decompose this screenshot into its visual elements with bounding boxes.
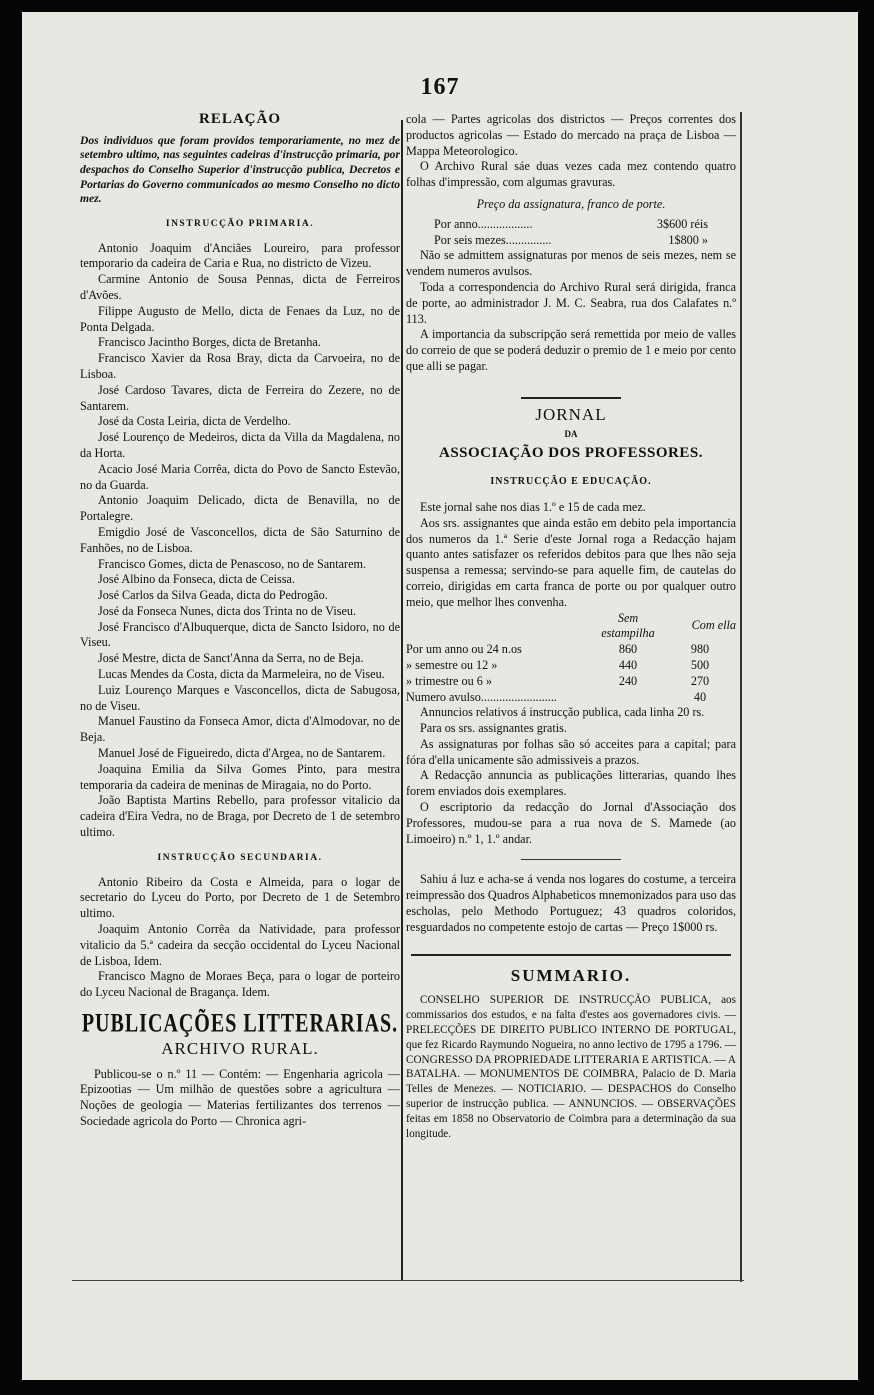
newspaper-page	[22, 12, 858, 1380]
jornal-title: JORNAL	[535, 404, 607, 424]
list-item: Antonio Joaquim d'Anciães Loureiro, para professor temporario da cadeira de Caria e Rua, no districto de Vizeu.	[80, 240, 400, 271]
left-column	[80, 112, 400, 1130]
list-item: Francisco Jacintho Borges, dicta de Bretanha.	[98, 335, 321, 350]
row-label: Por um anno ou 24 n.os	[406, 642, 522, 657]
list-item: Francisco Xavier da Rosa Bray, dicta da Carvoeira, no de Lisboa.	[80, 351, 400, 381]
list-item: José Lourenço de Medeiros, dicta da Villa da Magdalena, no da Horta.	[80, 430, 400, 460]
price-value: 3$600 réis	[656, 216, 708, 231]
row-label: Numero avulso.........................	[406, 689, 557, 704]
list-item: Joaquina Emilia da Silva Gomes Pinto, para mestra temporaria da cadeira de meninas de Miragaia, no do Porto.	[80, 761, 400, 792]
list-item: João Baptista Martins Rebello, para professor vitalicio da cadeira d'Eira Vedra, no de Braga, por Decreto de 1 de setembro ultimo.	[80, 793, 400, 840]
jornal-paragraph: Aos srs. assignantes que ainda estão em debito pela importancia dos numeros da 1.ª Serie d'este Jornal roga a Redacção hajam quanto antes satisfazer os referidos debitos para que lhes não seja suspensa a remessa; servindo-se para aquelle fim, de cautelas do correio, dirigidas em carta franca de porte ou por qualquer outro meio, que melhor lhes convenha.	[406, 515, 736, 609]
primaria-heading: INSTRUCÇÃO PRIMARIA.	[165, 218, 315, 229]
list-item: José da Fonseca Nunes, dicta dos Trinta no de Viseu.	[98, 603, 357, 618]
jornal-paragraph: Para os srs. assignantes gratis.	[420, 721, 567, 736]
value-without-stamp: 860	[618, 642, 638, 657]
column-divider	[401, 120, 403, 1280]
row-label: » trimestre ou 6 »	[406, 673, 492, 688]
jornal-subheading: INSTRUCÇÃO E EDUCAÇÃO.	[490, 476, 652, 488]
archivo-note: A importancia da subscripção será remettida por meio de valles do correio de que se poderá deduzir o premio de 1 e meio por cento que alli se pagar.	[406, 327, 736, 373]
list-item: Carmine Antonio de Sousa Pennas, dicta de Ferreiros d'Avões.	[80, 272, 400, 302]
value-with-stamp: 270	[690, 673, 710, 688]
summario-text: CONSELHO SUPERIOR DE INSTRUCÇÃO PUBLICA, aos commissarios dos estudos, e na falta d'estes aos governadores civis. — PRELECÇÕES DE DIREITO PUBLICO INTERNO DE PORTUGAL, que fez Ricardo Raymundo Nogueira, no anno lectivo de 1795 a 1796. — CONGRESSO DA PROPRIEDADE LITTERARIA E ARTISTICA. — A BATALHA. — MONUMENTOS DE COIMBRA, Palacio de D. Maria Telles de Menezes. — NOTICIARIO. — DESPACHOS do Conselho superior de instrucção publica. — ANNUNCIOS. — OBSERVAÇÕES feitas em 1858 no Observatorio de Coimbra para a determinação da sua longitude.	[406, 994, 736, 1140]
list-item: José Carlos da Silva Geada, dicta do Pedrogão.	[98, 588, 328, 603]
archivo-note: Toda a correspondencia do Archivo Rural será dirigida, franca de porte, ao administrador J. M. C. Seabra, rua dos Calafates n.º 113.	[406, 279, 736, 326]
list-item: Antonio Joaquim Delicado, dicta de Benavilla, no de Portalegre.	[80, 493, 400, 524]
table-header	[406, 611, 736, 643]
section-rule	[521, 397, 621, 399]
list-item: Manuel José de Figueiredo, dicta d'Argea, no de Santarem.	[98, 746, 386, 761]
value-with-stamp: 40	[693, 689, 707, 704]
price-label: Por seis mezes...............	[434, 232, 552, 247]
list-item: José Francisco d'Albuquerque, dicta de Sancto Isidoro, no de Viseu.	[80, 619, 400, 650]
list-item: José Albino da Fonseca, dicta de Ceissa.	[98, 572, 295, 587]
price-row	[406, 233, 736, 249]
column-header: Sem estampilha	[601, 610, 655, 641]
list-item: Francisco Magno de Moraes Beça, para o logar de porteiro do Lyceu Nacional de Bragança. Idem.	[80, 969, 400, 1000]
jornal-paragraph: Annuncios relativos á instrucção publica, cada linha 20 rs.	[420, 705, 705, 720]
jornal-paragraph: Este jornal sahe nos dias 1.º e 15 de cada mez.	[420, 499, 646, 514]
list-item: Lucas Mendes da Costa, dicta da Marmeleira, no de Viseu.	[98, 667, 385, 682]
list-item: Filippe Augusto de Mello, dicta de Fenaes da Luz, no de Ponta Delgada.	[80, 303, 400, 334]
price-row	[406, 217, 736, 233]
subscription-table	[406, 611, 736, 706]
archivo-note: Não se admittem assignaturas por menos de seis mezes, nem se vendem numeros avulsos.	[406, 248, 736, 279]
relacao-intro: Dos individuos que foram providos temporariamente, no mez de setembro ultimo, nas seguintes cadeiras d'instrucção primaria, por despachos do Conselho Superior d'instrucção publica, Decretos e Portarias do Governo communicados ao mesmo Conselho no dicto mez.	[80, 133, 400, 206]
section-rule	[521, 859, 621, 860]
list-item: Joaquim Antonio Corrêa da Natividade, para professor vitalicio da 5.ª cadeira da secção occidental do Lyceu Nacional de Lisboa, Idem.	[80, 922, 400, 968]
table-row	[406, 674, 736, 690]
jornal-paragraph: A Redacção annuncia as publicações litterarias, quando lhes forem enviados dois exemplares.	[406, 768, 736, 799]
quadros-announcement: Sahiu á luz e acha-se á venda nos logares do costume, a terceira reimpressão dos Quadros Alphabeticos mnemonizados para uso das escholas, pelo Methodo Portuguez; 43 quadros coloridos, resguardados no competente estojo de cartas — Preço 1$000 rs.	[406, 872, 737, 934]
list-item: José da Costa Leiria, dicta de Verdelho.	[98, 414, 291, 429]
price-label: Por anno..................	[434, 216, 533, 231]
row-label: » semestre ou 12 »	[406, 657, 498, 672]
list-item: José Cardoso Tavares, dicta de Ferreira do Zezere, no de Santarem.	[80, 382, 400, 413]
archivo-description: O Archivo Rural sáe duas vezes cada mez contendo quatro folhas d'impressão, com algumas gravuras.	[406, 159, 736, 190]
value-without-stamp: 440	[618, 657, 638, 672]
jornal-association: ASSOCIAÇÃO DOS PROFESSORES.	[439, 445, 703, 462]
right-border	[740, 112, 742, 1282]
publicacoes-title: PUBLICAÇÕES LITTERARIAS.	[81, 1009, 399, 1039]
bottom-border	[72, 1280, 744, 1281]
list-item: Francisco Gomes, dicta de Penascoso, no de Santarem.	[98, 556, 367, 571]
table-row	[406, 690, 736, 706]
jornal-paragraph: As assignaturas por folhas são só acceites para a capital; para fóra d'ella unicamente são admissiveis a prazos.	[406, 736, 736, 767]
price-heading: Preço da assignatura, franco de porte.	[476, 196, 666, 211]
jornal-paragraph: O escriptorio da redacção do Jornal d'Associação dos Professores, mudou-se para a rua nova de S. Mamede (ao Limoeiro) n.º 1, 1.º andar.	[406, 800, 736, 846]
list-item: Acacio José Maria Corrêa, dicta do Povo de Sancto Estevão, no da Guarda.	[80, 461, 400, 492]
list-item: Luiz Lourenço Marques e Vasconcellos, dicta de Sabugosa, no de Viseu.	[80, 682, 400, 713]
list-item: Antonio Ribeiro da Costa e Almeida, para o logar de secretario do Lyceu do Porto, por Decreto de 1 de Setembro ultimo.	[80, 874, 400, 921]
archivo-contents-continued: cola — Partes agricolas dos districtos — Preços correntes dos productos agricolas — Estado do mercado na praça de Lisboa — Mappa Meteorologico.	[406, 112, 736, 158]
value-with-stamp: 980	[690, 642, 710, 657]
section-rule	[411, 954, 731, 956]
list-item: Manuel Faustino da Fonseca Amor, dicta d'Almodovar, no de Beja.	[80, 714, 400, 745]
archivo-contents: Publicou-se o n.º 11 — Contém: — Engenharia agricola — Epizootias — Um milhão de questões sobre a agricultura — Noções de geologia — Materias fertilizantes dos terrenos — Sociedade agricola do Porto — Chronica agri-	[80, 1066, 400, 1128]
summario-title: SUMMARIO.	[510, 965, 632, 985]
value-without-stamp: 240	[618, 673, 638, 688]
price-value: 1$800 »	[668, 232, 708, 247]
page-number: 167	[420, 74, 460, 100]
value-with-stamp: 500	[690, 657, 710, 672]
jornal-da: DA	[564, 428, 578, 439]
list-item: Emigdio José de Vasconcellos, dicta de São Saturnino de Fanhões, no de Lisboa.	[80, 524, 400, 555]
archivo-title: ARCHIVO RURAL.	[161, 1038, 319, 1058]
list-item: José Mestre, dicta de Sanct'Anna da Serra, no de Beja.	[98, 651, 364, 666]
table-row	[406, 658, 736, 674]
secundaria-heading: INSTRUCÇÃO SECUNDARIA.	[157, 852, 323, 863]
relacao-title: RELAÇÃO	[198, 111, 281, 127]
column-header: Com ella	[691, 618, 736, 633]
right-column	[406, 112, 736, 1141]
table-row	[406, 642, 736, 658]
